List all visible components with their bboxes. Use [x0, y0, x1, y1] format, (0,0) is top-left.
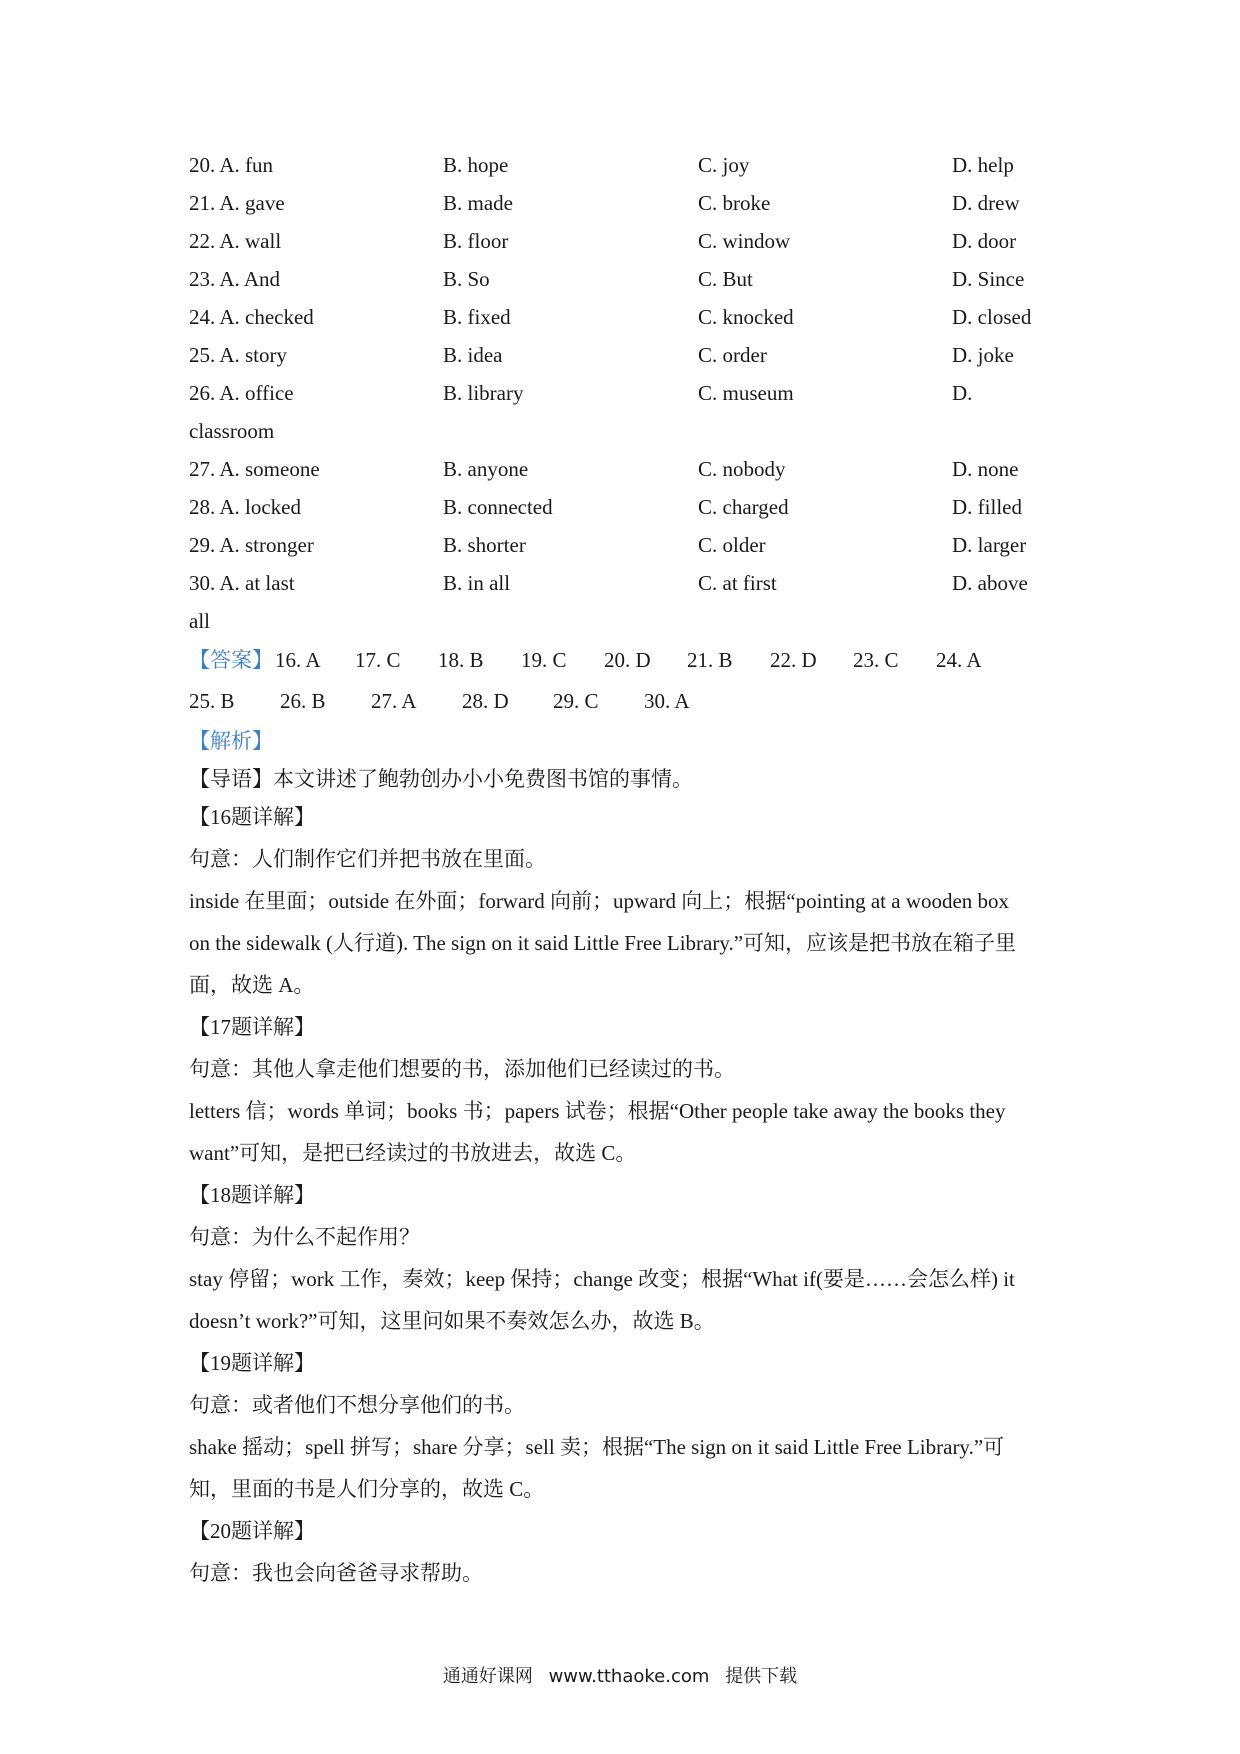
explanation-line: letters 信；words 单词；books 书；papers 试卷；根据“Other people take away the books they [189, 1099, 1006, 1123]
explanation-line: 面，故选 A。 [189, 973, 315, 997]
option-row [189, 526, 1064, 564]
explanation-line: inside 在里面；outside 在外面；forward 向前；upward 向上；根据“pointing at a wooden box [189, 889, 1010, 913]
option-b: B. shorter [443, 533, 526, 557]
explanation-list [189, 796, 1064, 1594]
footer-url: www.tthaoke.com [548, 1666, 710, 1687]
explanation-sentence: 句意：我也会向爸爸寻求帮助。 [189, 1561, 483, 1585]
option-row [189, 450, 1064, 488]
option-c: C. joy [698, 153, 750, 177]
answer-item: 16. A [275, 648, 321, 672]
option-b: B. So [443, 267, 490, 291]
explanation-sentence: 句意：或者他们不想分享他们的书。 [189, 1393, 525, 1417]
answer-label: 【答案】 [189, 648, 273, 672]
option-row [189, 146, 1064, 184]
option-d: D. none [952, 457, 1019, 481]
option-a: 21. A. gave [189, 191, 285, 215]
document-body [189, 146, 1064, 1594]
explanation-sentence: 句意：为什么不起作用？ [189, 1225, 420, 1249]
option-b: B. anyone [443, 457, 529, 481]
explanation-line: want”可知，是把已经读过的书放进去，故选 C。 [189, 1141, 637, 1165]
option-a: 30. A. at last [189, 571, 295, 595]
option-a: 22. A. wall [189, 229, 282, 253]
option-d: D. drew [952, 191, 1020, 215]
explanation-line: doesn’t work?”可知，这里问如果不奏效怎么办，故选 B。 [189, 1309, 715, 1333]
explanation-line: shake 摇动；spell 拼写；share 分享；sell 卖；根据“The sign on it said Little Free Library.”可 [189, 1435, 1005, 1459]
option-d: D. help [952, 153, 1014, 177]
explanation-line: on the sidewalk (人行道). The sign on it said Little Free Library.”可知，应该是把书放在箱子里 [189, 931, 1017, 955]
answer-item: 26. B [280, 689, 326, 713]
answer-item: 22. D [770, 648, 817, 672]
option-c: C. knocked [698, 305, 794, 329]
option-d: D. door [952, 229, 1017, 253]
explanation-line: 知，里面的书是人们分享的，故选 C。 [189, 1477, 545, 1501]
option-b: B. in all [443, 571, 511, 595]
option-row [189, 222, 1064, 260]
answer-line-2 [189, 681, 1064, 722]
option-b: B. library [443, 381, 524, 405]
option-a: 29. A. stronger [189, 533, 314, 557]
footer-note: 提供下载 [725, 1666, 798, 1687]
option-wrap-text: classroom [189, 419, 275, 443]
explanation-heading: 【18题详解】 [189, 1183, 315, 1207]
option-c: C. museum [698, 381, 794, 405]
explanation-heading: 【19题详解】 [189, 1351, 315, 1375]
answer-item: 25. B [189, 689, 235, 713]
guide-text: 【导语】本文讲述了鲍勃创办小小免费图书馆的事情。 [189, 767, 693, 791]
explanation-sentence: 句意：人们制作它们并把书放在里面。 [189, 847, 546, 871]
option-row [189, 260, 1064, 298]
option-a: 24. A. checked [189, 305, 314, 329]
option-d: D. above [952, 571, 1028, 595]
option-b: B. made [443, 191, 513, 215]
footer-site-name: 通通好课网 [442, 1666, 533, 1687]
option-b: B. hope [443, 153, 509, 177]
option-c: C. older [698, 533, 766, 557]
answer-item: 19. C [521, 648, 567, 672]
explanation-heading: 【20题详解】 [189, 1519, 315, 1543]
option-a: 27. A. someone [189, 457, 320, 481]
option-d: D. [952, 381, 973, 405]
option-d: D. joke [952, 343, 1014, 367]
option-c: C. But [698, 267, 753, 291]
option-a: 20. A. fun [189, 153, 273, 177]
analysis-label: 【解析】 [189, 729, 273, 753]
explanation-line: stay 停留；work 工作，奏效；keep 保持；change 改变；根据“What if(要是……会怎么样) it [189, 1267, 1015, 1291]
answer-item: 30. A [644, 689, 690, 713]
answer-item: 18. B [438, 648, 484, 672]
explanation-heading: 【16题详解】 [189, 805, 315, 829]
option-c: C. window [698, 229, 791, 253]
answer-item: 23. C [853, 648, 899, 672]
option-c: C. nobody [698, 457, 786, 481]
option-d: D. closed [952, 305, 1032, 329]
option-c: C. at first [698, 571, 777, 595]
explanation-heading: 【17题详解】 [189, 1015, 315, 1039]
option-list [189, 146, 1064, 640]
option-row [189, 564, 1064, 602]
option-row [189, 336, 1064, 374]
option-d: D. filled [952, 495, 1022, 519]
option-b: B. idea [443, 343, 503, 367]
option-d: D. larger [952, 533, 1027, 557]
option-row [189, 184, 1064, 222]
option-d: D. Since [952, 267, 1025, 291]
option-a: 28. A. locked [189, 495, 301, 519]
answer-item: 28. D [462, 689, 509, 713]
answer-item: 24. A [936, 648, 982, 672]
option-row [189, 374, 1064, 412]
option-b: B. connected [443, 495, 553, 519]
page-footer [0, 1662, 1240, 1688]
answer-line-1 [189, 640, 1064, 681]
option-row [189, 488, 1064, 526]
answer-item: 20. D [604, 648, 651, 672]
option-a: 25. A. story [189, 343, 288, 367]
option-c: C. broke [698, 191, 771, 215]
answer-item: 17. C [355, 648, 401, 672]
option-wrap-text: all [189, 609, 210, 633]
option-row [189, 298, 1064, 336]
option-c: C. charged [698, 495, 789, 519]
option-a: 26. A. office [189, 381, 294, 405]
option-b: B. fixed [443, 305, 511, 329]
explanation-sentence: 句意：其他人拿走他们想要的书，添加他们已经读过的书。 [189, 1057, 735, 1081]
option-b: B. floor [443, 229, 509, 253]
option-c: C. order [698, 343, 767, 367]
answer-item: 27. A [371, 689, 417, 713]
answer-item: 21. B [687, 648, 733, 672]
answer-item: 29. C [553, 689, 599, 713]
option-a: 23. A. And [189, 267, 281, 291]
